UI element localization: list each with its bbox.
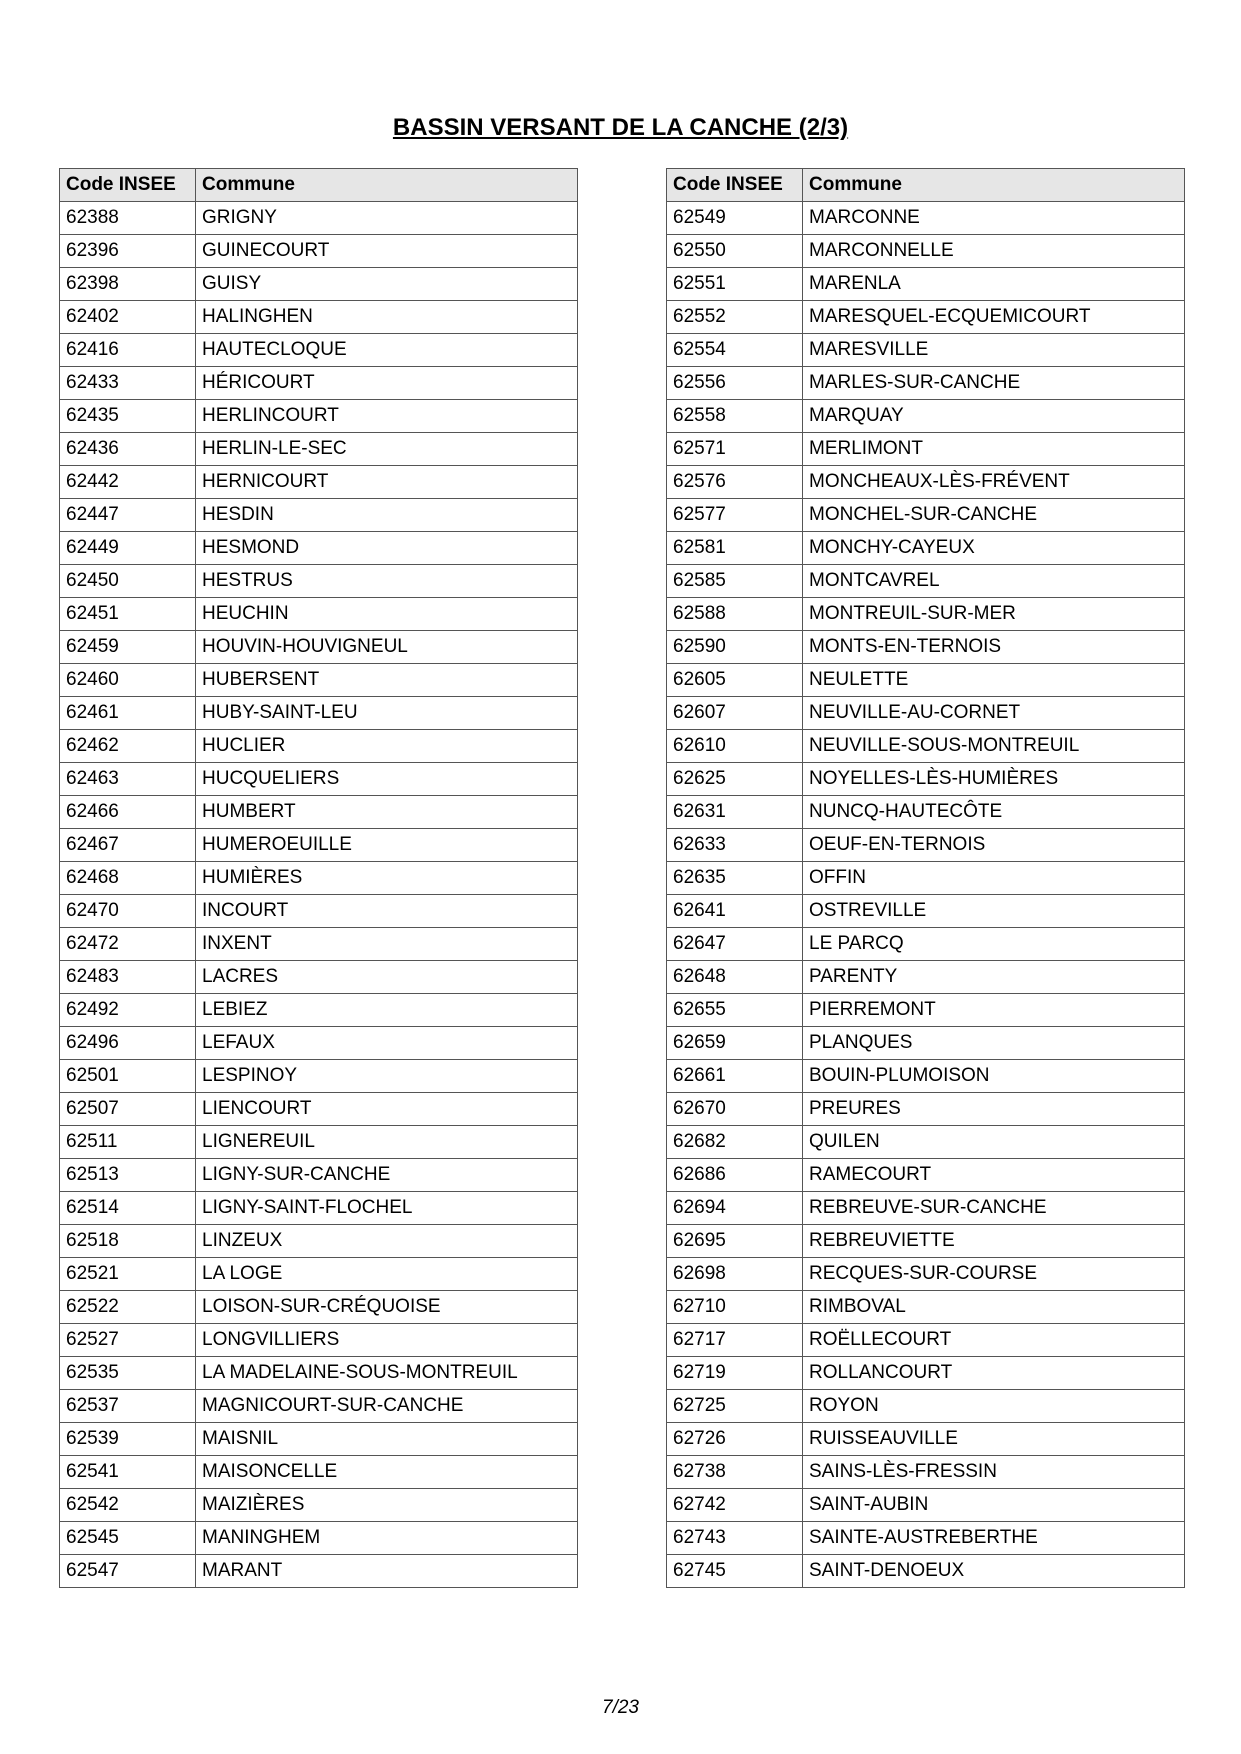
code-insee-cell: 62682 [667, 1126, 803, 1159]
table-row [667, 928, 1185, 961]
table-row [60, 961, 578, 994]
table-row [60, 334, 578, 367]
table-row [60, 466, 578, 499]
table-row [667, 235, 1185, 268]
table-row [667, 499, 1185, 532]
commune-cell: MONTREUIL-SUR-MER [803, 598, 1185, 631]
code-insee-cell: 62541 [60, 1456, 196, 1489]
commune-cell: QUILEN [803, 1126, 1185, 1159]
code-insee-cell: 62738 [667, 1456, 803, 1489]
commune-cell: NOYELLES-LÈS-HUMIÈRES [803, 763, 1185, 796]
commune-cell: RUISSEAUVILLE [803, 1423, 1185, 1456]
code-insee-cell: 62585 [667, 565, 803, 598]
commune-cell: HAUTECLOQUE [196, 334, 578, 367]
code-insee-cell: 62472 [60, 928, 196, 961]
code-insee-cell: 62462 [60, 730, 196, 763]
code-insee-cell: 62648 [667, 961, 803, 994]
table-row [60, 598, 578, 631]
code-insee-cell: 62545 [60, 1522, 196, 1555]
code-insee-cell: 62551 [667, 268, 803, 301]
table-row [60, 1291, 578, 1324]
code-insee-cell: 62610 [667, 730, 803, 763]
right-table-body [667, 202, 1185, 1588]
commune-cell: RECQUES-SUR-COURSE [803, 1258, 1185, 1291]
table-row [60, 1357, 578, 1390]
code-insee-cell: 62647 [667, 928, 803, 961]
header-code-insee: Code INSEE [667, 169, 803, 202]
table-row [667, 433, 1185, 466]
code-insee-cell: 62695 [667, 1225, 803, 1258]
commune-cell: ROËLLECOURT [803, 1324, 1185, 1357]
commune-cell: MONCHY-CAYEUX [803, 532, 1185, 565]
commune-cell: MARESQUEL-ECQUEMICOURT [803, 301, 1185, 334]
table-row [667, 334, 1185, 367]
table-row [667, 1291, 1185, 1324]
code-insee-cell: 62550 [667, 235, 803, 268]
code-insee-cell: 62463 [60, 763, 196, 796]
commune-cell: MARQUAY [803, 400, 1185, 433]
commune-cell: MAISNIL [196, 1423, 578, 1456]
table-row [667, 631, 1185, 664]
commune-cell: PIERREMONT [803, 994, 1185, 1027]
table-row [60, 433, 578, 466]
commune-cell: HUCLIER [196, 730, 578, 763]
code-insee-cell: 62521 [60, 1258, 196, 1291]
code-insee-cell: 62388 [60, 202, 196, 235]
code-insee-cell: 62466 [60, 796, 196, 829]
code-insee-cell: 62719 [667, 1357, 803, 1390]
code-insee-cell: 62467 [60, 829, 196, 862]
code-insee-cell: 62698 [667, 1258, 803, 1291]
header-code-insee: Code INSEE [60, 169, 196, 202]
page-title: BASSIN VERSANT DE LA CANCHE (2/3) [392, 114, 849, 141]
commune-cell: MONCHEL-SUR-CANCHE [803, 499, 1185, 532]
code-insee-cell: 62542 [60, 1489, 196, 1522]
commune-cell: HEUCHIN [196, 598, 578, 631]
code-insee-cell: 62402 [60, 301, 196, 334]
left-commune-table [59, 168, 578, 1588]
commune-cell: NEUVILLE-AU-CORNET [803, 697, 1185, 730]
commune-cell: HESTRUS [196, 565, 578, 598]
commune-cell: LACRES [196, 961, 578, 994]
commune-cell: LIGNY-SUR-CANCHE [196, 1159, 578, 1192]
table-row [667, 1522, 1185, 1555]
commune-cell: HUMBERT [196, 796, 578, 829]
code-insee-cell: 62451 [60, 598, 196, 631]
table-row [60, 928, 578, 961]
commune-cell: INXENT [196, 928, 578, 961]
commune-cell: GUISY [196, 268, 578, 301]
table-row [60, 1390, 578, 1423]
table-row [60, 1555, 578, 1588]
code-insee-cell: 62726 [667, 1423, 803, 1456]
code-insee-cell: 62635 [667, 862, 803, 895]
code-insee-cell: 62460 [60, 664, 196, 697]
commune-cell: LIGNEREUIL [196, 1126, 578, 1159]
code-insee-cell: 62507 [60, 1093, 196, 1126]
code-insee-cell: 62577 [667, 499, 803, 532]
commune-cell: LE PARCQ [803, 928, 1185, 961]
commune-cell: NEULETTE [803, 664, 1185, 697]
code-insee-cell: 62447 [60, 499, 196, 532]
table-row [667, 301, 1185, 334]
commune-cell: RIMBOVAL [803, 1291, 1185, 1324]
commune-cell: MONTS-EN-TERNOIS [803, 631, 1185, 664]
table-row [60, 301, 578, 334]
table-row [667, 367, 1185, 400]
commune-cell: LEFAUX [196, 1027, 578, 1060]
table-row [667, 895, 1185, 928]
commune-cell: SAINT-DENOEUX [803, 1555, 1185, 1588]
commune-cell: MARESVILLE [803, 334, 1185, 367]
code-insee-cell: 62742 [667, 1489, 803, 1522]
table-row [667, 1324, 1185, 1357]
code-insee-cell: 62743 [667, 1522, 803, 1555]
code-insee-cell: 62686 [667, 1159, 803, 1192]
code-insee-cell: 62605 [667, 664, 803, 697]
table-row [667, 796, 1185, 829]
table-row [60, 499, 578, 532]
commune-cell: HÉRICOURT [196, 367, 578, 400]
commune-cell: HUBERSENT [196, 664, 578, 697]
code-insee-cell: 62552 [667, 301, 803, 334]
commune-cell: HESDIN [196, 499, 578, 532]
code-insee-cell: 62633 [667, 829, 803, 862]
code-insee-cell: 62492 [60, 994, 196, 1027]
table-row [667, 565, 1185, 598]
table-row [667, 598, 1185, 631]
table-row [667, 400, 1185, 433]
code-insee-cell: 62511 [60, 1126, 196, 1159]
commune-cell: MAGNICOURT-SUR-CANCHE [196, 1390, 578, 1423]
page-number: 7/23 [602, 1697, 639, 1718]
table-row [667, 994, 1185, 1027]
right-commune-table [666, 168, 1185, 1588]
header-commune: Commune [803, 169, 1185, 202]
commune-cell: HERLINCOURT [196, 400, 578, 433]
code-insee-cell: 62655 [667, 994, 803, 1027]
table-row [667, 202, 1185, 235]
code-insee-cell: 62442 [60, 466, 196, 499]
commune-cell: HERLIN-LE-SEC [196, 433, 578, 466]
commune-cell: MONTCAVREL [803, 565, 1185, 598]
table-row [667, 1027, 1185, 1060]
commune-cell: SAINT-AUBIN [803, 1489, 1185, 1522]
commune-cell: NEUVILLE-SOUS-MONTREUIL [803, 730, 1185, 763]
commune-cell: BOUIN-PLUMOISON [803, 1060, 1185, 1093]
commune-cell: NUNCQ-HAUTECÔTE [803, 796, 1185, 829]
table-row [60, 1192, 578, 1225]
commune-cell: LIGNY-SAINT-FLOCHEL [196, 1192, 578, 1225]
code-insee-cell: 62661 [667, 1060, 803, 1093]
table-row [60, 730, 578, 763]
code-insee-cell: 62501 [60, 1060, 196, 1093]
code-insee-cell: 62450 [60, 565, 196, 598]
table-row [667, 1390, 1185, 1423]
commune-cell: MAISONCELLE [196, 1456, 578, 1489]
commune-cell: MANINGHEM [196, 1522, 578, 1555]
code-insee-cell: 62461 [60, 697, 196, 730]
table-row [60, 862, 578, 895]
code-insee-cell: 62436 [60, 433, 196, 466]
table-row [60, 763, 578, 796]
table-row [60, 1060, 578, 1093]
code-insee-cell: 62459 [60, 631, 196, 664]
table-row [60, 367, 578, 400]
table-row [60, 202, 578, 235]
table-row [667, 763, 1185, 796]
table-row [667, 1357, 1185, 1390]
code-insee-cell: 62558 [667, 400, 803, 433]
code-insee-cell: 62554 [667, 334, 803, 367]
commune-cell: OEUF-EN-TERNOIS [803, 829, 1185, 862]
commune-cell: PREURES [803, 1093, 1185, 1126]
left-table-body [60, 202, 578, 1588]
table-row [667, 697, 1185, 730]
commune-cell: MONCHEAUX-LÈS-FRÉVENT [803, 466, 1185, 499]
table-row [667, 961, 1185, 994]
commune-cell: RAMECOURT [803, 1159, 1185, 1192]
table-row [667, 1126, 1185, 1159]
code-insee-cell: 62670 [667, 1093, 803, 1126]
header-commune: Commune [196, 169, 578, 202]
table-row [667, 1060, 1185, 1093]
table-header-row [60, 169, 578, 202]
code-insee-cell: 62581 [667, 532, 803, 565]
commune-cell: LIENCOURT [196, 1093, 578, 1126]
code-insee-cell: 62449 [60, 532, 196, 565]
code-insee-cell: 62641 [667, 895, 803, 928]
table-row [60, 1027, 578, 1060]
code-insee-cell: 62468 [60, 862, 196, 895]
commune-cell: ROLLANCOURT [803, 1357, 1185, 1390]
table-row [60, 1456, 578, 1489]
code-insee-cell: 62483 [60, 961, 196, 994]
commune-cell: LA LOGE [196, 1258, 578, 1291]
code-insee-cell: 62527 [60, 1324, 196, 1357]
commune-cell: GRIGNY [196, 202, 578, 235]
commune-cell: ROYON [803, 1390, 1185, 1423]
commune-cell: MARLES-SUR-CANCHE [803, 367, 1185, 400]
table-row [60, 1093, 578, 1126]
table-row [667, 1225, 1185, 1258]
table-row [667, 466, 1185, 499]
commune-cell: HERNICOURT [196, 466, 578, 499]
table-row [667, 1258, 1185, 1291]
code-insee-cell: 62625 [667, 763, 803, 796]
table-row [667, 1489, 1185, 1522]
commune-cell: LINZEUX [196, 1225, 578, 1258]
table-row [60, 1522, 578, 1555]
table-row [60, 235, 578, 268]
code-insee-cell: 62745 [667, 1555, 803, 1588]
table-row [667, 268, 1185, 301]
commune-cell: PLANQUES [803, 1027, 1185, 1060]
table-row [667, 730, 1185, 763]
code-insee-cell: 62496 [60, 1027, 196, 1060]
commune-cell: MARENLA [803, 268, 1185, 301]
table-row [60, 829, 578, 862]
commune-cell: LONGVILLIERS [196, 1324, 578, 1357]
code-insee-cell: 62659 [667, 1027, 803, 1060]
commune-cell: SAINS-LÈS-FRESSIN [803, 1456, 1185, 1489]
code-insee-cell: 62416 [60, 334, 196, 367]
table-row [60, 1159, 578, 1192]
code-insee-cell: 62549 [667, 202, 803, 235]
code-insee-cell: 62396 [60, 235, 196, 268]
table-row [60, 1258, 578, 1291]
code-insee-cell: 62518 [60, 1225, 196, 1258]
commune-cell: MERLIMONT [803, 433, 1185, 466]
commune-cell: HUMEROEUILLE [196, 829, 578, 862]
code-insee-cell: 62513 [60, 1159, 196, 1192]
code-insee-cell: 62547 [60, 1555, 196, 1588]
table-row [667, 532, 1185, 565]
commune-cell: HUBY-SAINT-LEU [196, 697, 578, 730]
code-insee-cell: 62537 [60, 1390, 196, 1423]
commune-cell: MARCONNE [803, 202, 1185, 235]
table-row [667, 862, 1185, 895]
commune-cell: HOUVIN-HOUVIGNEUL [196, 631, 578, 664]
code-insee-cell: 62588 [667, 598, 803, 631]
code-insee-cell: 62725 [667, 1390, 803, 1423]
table-row [60, 631, 578, 664]
code-insee-cell: 62556 [667, 367, 803, 400]
table-row [60, 1423, 578, 1456]
code-insee-cell: 62435 [60, 400, 196, 433]
table-row [60, 565, 578, 598]
table-row [60, 697, 578, 730]
table-row [667, 664, 1185, 697]
commune-cell: HUCQUELIERS [196, 763, 578, 796]
commune-cell: LOISON-SUR-CRÉQUOISE [196, 1291, 578, 1324]
table-row [667, 1423, 1185, 1456]
table-row [60, 1489, 578, 1522]
commune-cell: HALINGHEN [196, 301, 578, 334]
commune-cell: HUMIÈRES [196, 862, 578, 895]
code-insee-cell: 62576 [667, 466, 803, 499]
commune-cell: OSTREVILLE [803, 895, 1185, 928]
code-insee-cell: 62717 [667, 1324, 803, 1357]
commune-cell: PARENTY [803, 961, 1185, 994]
code-insee-cell: 62535 [60, 1357, 196, 1390]
commune-cell: LA MADELAINE-SOUS-MONTREUIL [196, 1357, 578, 1390]
commune-cell: MARANT [196, 1555, 578, 1588]
code-insee-cell: 62522 [60, 1291, 196, 1324]
code-insee-cell: 62398 [60, 268, 196, 301]
table-row [60, 796, 578, 829]
commune-cell: GUINECOURT [196, 235, 578, 268]
commune-cell: MAIZIÈRES [196, 1489, 578, 1522]
table-row [667, 1555, 1185, 1588]
commune-cell: OFFIN [803, 862, 1185, 895]
code-insee-cell: 62433 [60, 367, 196, 400]
commune-cell: MARCONNELLE [803, 235, 1185, 268]
code-insee-cell: 62631 [667, 796, 803, 829]
table-row [60, 1126, 578, 1159]
table-row [60, 400, 578, 433]
code-insee-cell: 62514 [60, 1192, 196, 1225]
table-row [60, 1324, 578, 1357]
table-row [60, 664, 578, 697]
table-row [667, 1159, 1185, 1192]
commune-cell: LEBIEZ [196, 994, 578, 1027]
code-insee-cell: 62470 [60, 895, 196, 928]
commune-cell: SAINTE-AUSTREBERTHE [803, 1522, 1185, 1555]
code-insee-cell: 62710 [667, 1291, 803, 1324]
code-insee-cell: 62571 [667, 433, 803, 466]
code-insee-cell: 62539 [60, 1423, 196, 1456]
commune-cell: REBREUVE-SUR-CANCHE [803, 1192, 1185, 1225]
code-insee-cell: 62694 [667, 1192, 803, 1225]
commune-cell: LESPINOY [196, 1060, 578, 1093]
table-row [60, 994, 578, 1027]
table-row [667, 1192, 1185, 1225]
code-insee-cell: 62607 [667, 697, 803, 730]
table-row [60, 1225, 578, 1258]
table-header-row [667, 169, 1185, 202]
table-row [60, 532, 578, 565]
commune-cell: INCOURT [196, 895, 578, 928]
table-row [667, 1093, 1185, 1126]
commune-cell: HESMOND [196, 532, 578, 565]
table-row [60, 268, 578, 301]
commune-cell: REBREUVIETTE [803, 1225, 1185, 1258]
table-row [667, 829, 1185, 862]
code-insee-cell: 62590 [667, 631, 803, 664]
table-row [60, 895, 578, 928]
table-row [667, 1456, 1185, 1489]
